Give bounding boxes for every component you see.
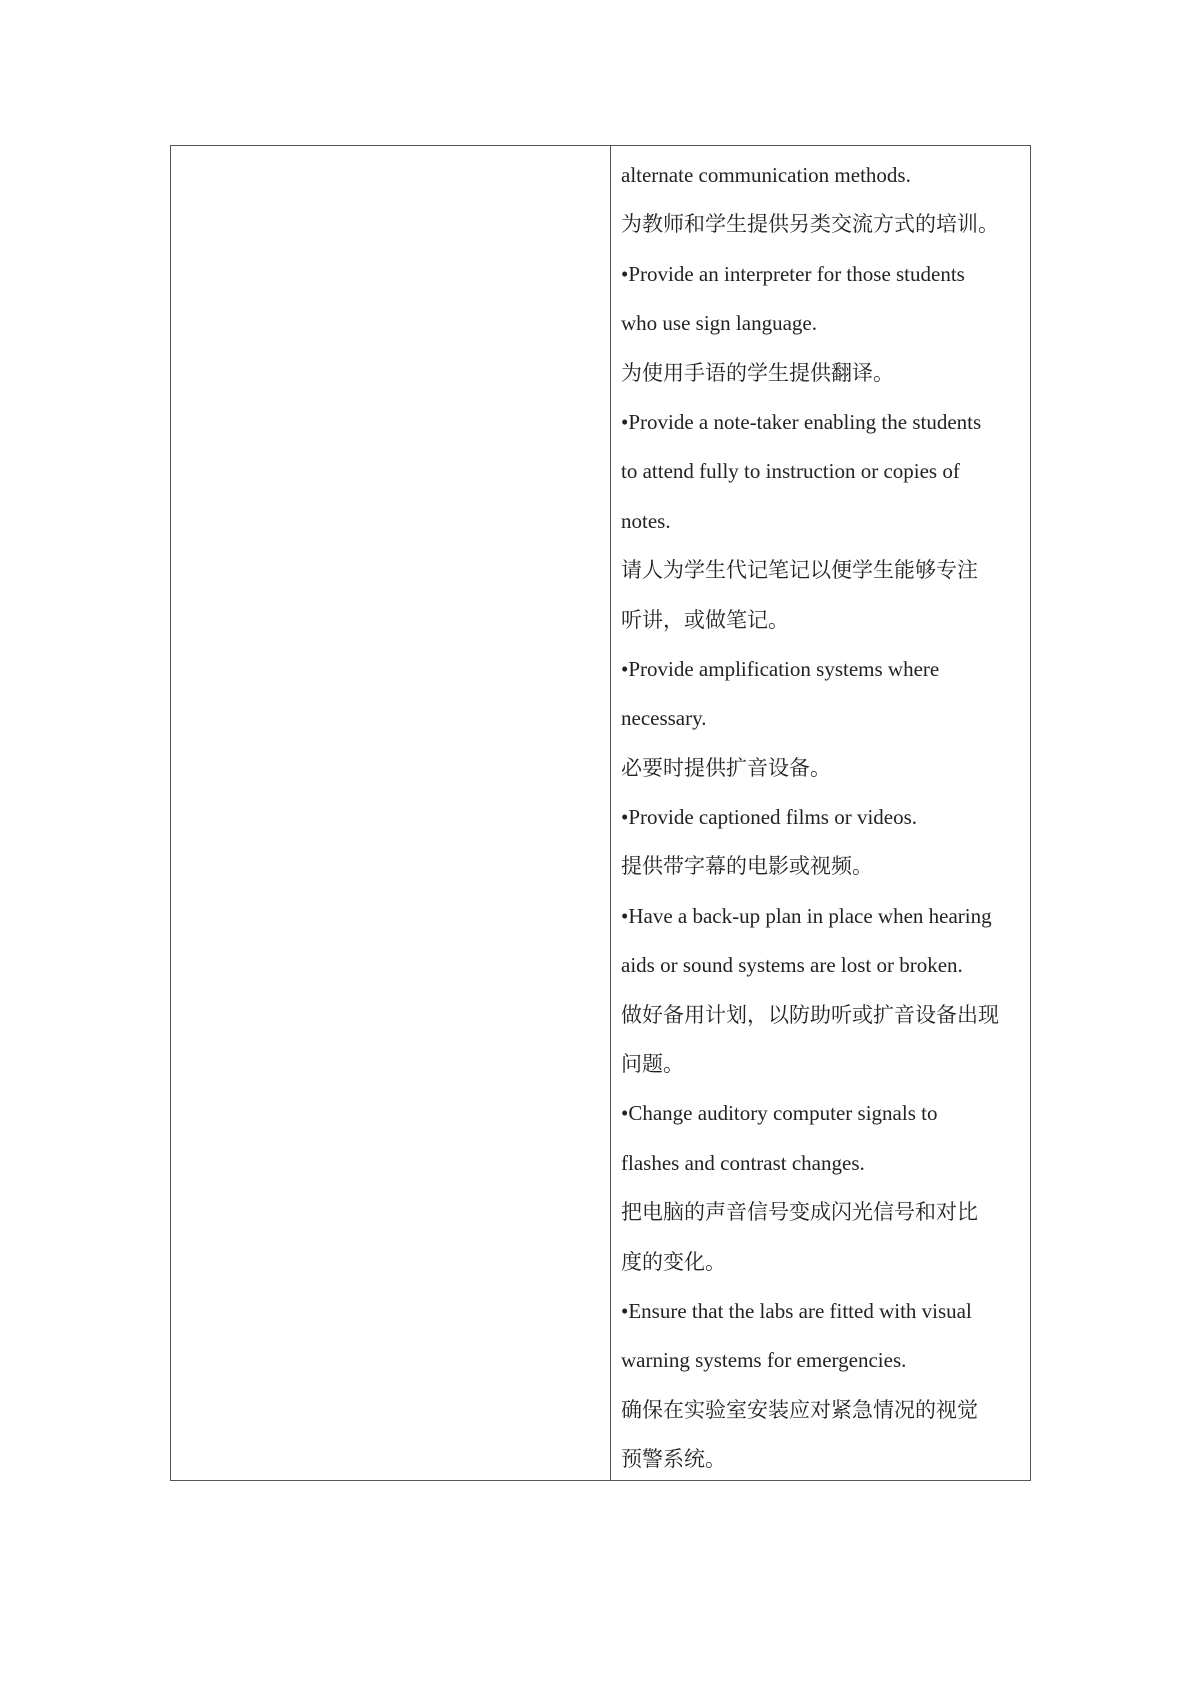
text-line: •Provide an interpreter for those students [621, 261, 965, 286]
text-line: •Provide a note-taker enabling the students [621, 409, 982, 434]
text-line: 问题。 [621, 1052, 684, 1077]
text-line: who use sign language. [621, 311, 817, 336]
text-line: flashes and contrast changes. [621, 1150, 865, 1175]
text-line: •Change auditory computer signals to [621, 1101, 938, 1126]
text-line: 确保在实验室安装应对紧急情况的视觉 [621, 1397, 978, 1422]
text-line: •Have a back-up plan in place when hearing [621, 903, 992, 928]
text-line: 为教师和学生提供另类交流方式的培训。 [621, 212, 999, 237]
text-line: 听讲，或做笔记。 [621, 607, 789, 632]
text-line: necessary. [621, 706, 707, 731]
text-line: •Provide amplification systems where [621, 656, 940, 681]
text-line: •Provide captioned films or videos. [621, 805, 918, 830]
table-left-cell [171, 146, 611, 1480]
text-line: 度的变化。 [621, 1249, 726, 1274]
text-line: 为使用手语的学生提供翻译。 [621, 360, 894, 385]
text-line: 把电脑的声音信号变成闪光信号和对比 [621, 1200, 978, 1225]
text-line: 请人为学生代记笔记以便学生能够专注 [621, 558, 978, 583]
text-line: 必要时提供扩音设备。 [621, 755, 831, 780]
document-table [170, 145, 1031, 1481]
text-line: warning systems for emergencies. [621, 1348, 907, 1373]
right-cell-text [621, 151, 1020, 1480]
text-line: aids or sound systems are lost or broken. [621, 953, 963, 978]
text-line: 预警系统。 [621, 1447, 726, 1472]
text-line: 提供带字幕的电影或视频。 [621, 854, 873, 879]
text-line: to attend fully to instruction or copies of [621, 459, 960, 484]
text-line: 做好备用计划，以防助听或扩音设备出现 [621, 1002, 999, 1027]
text-line: •Ensure that the labs are fitted with visual [621, 1298, 972, 1323]
text-line: alternate communication methods. [621, 163, 911, 187]
text-line: notes. [621, 508, 671, 533]
table-right-cell [611, 146, 1030, 1480]
